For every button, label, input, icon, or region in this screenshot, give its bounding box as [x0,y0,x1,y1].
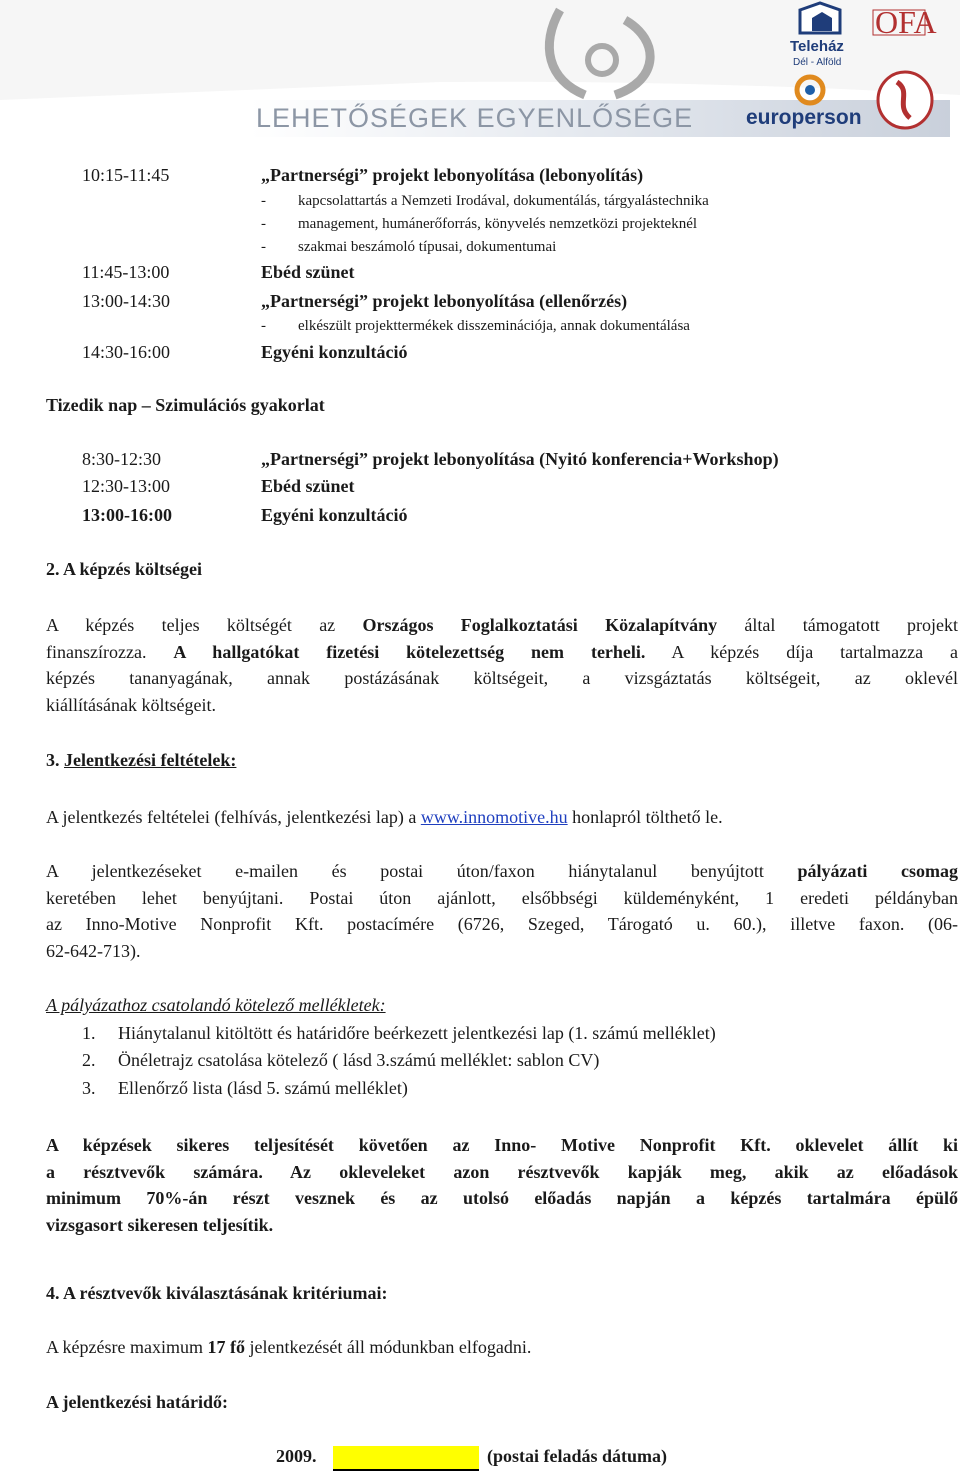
text-line: képzés tananyagának, annak postázásának költségeit, a vizsgáztatás költségeit, az oklevél [46,668,958,688]
section4-heading: 4. A résztvevők kiválasztásának kritériumai: [46,1283,388,1303]
attachment-item: 3. Ellenőrző lista (lásd 5. számú melléklet) [82,1078,408,1098]
deadline-date-field [333,1446,479,1471]
text-line: A képzés teljes költségét az Országos Foglalkoztatási Közalapítvány által támogatott projekt [46,615,958,635]
deadline-heading: A jelentkezési határidő: [46,1392,228,1412]
schedule-time: 12:30-13:00 [82,476,170,496]
schedule-time: 10:15-11:45 [82,165,170,185]
schedule-time: 14:30-16:00 [82,342,170,362]
session-subitem: - management, humánerőforrás, könyvelés nemzetközi projekteknél [261,216,698,232]
header-banner [0,0,960,137]
section3-paragraph-2 [46,858,958,964]
text-line: a résztvevők számára. Az okleveleket azon résztvevők kapják meg, akik az előadások [46,1161,958,1182]
day10-heading: Tizedik nap – Szimulációs gyakorlat [46,395,325,415]
slogan-text: LEHETŐSÉGEK EGYENLŐSÉGE [256,103,694,133]
innomotive-link[interactable]: www.innomotive.hu [420,807,568,827]
schedule-session-title: „Partnerségi” projekt lebonyolítása (ellenőrzés) [261,291,628,311]
schedule-session-title: „Partnerségi” projekt lebonyolítása (Nyitó konferencia+Workshop) [261,449,779,469]
deadline-year: 2009. [276,1446,317,1466]
europerson-logo: europerson [746,106,862,129]
ofa-logo: OFA [875,4,937,40]
schedule-time: 8:30-12:30 [82,449,161,469]
section3-paragraph-1 [46,804,958,831]
text-line: keretében lehet benyújtani. Postai úton ajánlott, elsőbbségi küldeményként, 1 eredeti példányban [46,887,958,908]
schedule-session-title: „Partnerségi” projekt lebonyolítása (lebonyolítás) [261,165,644,185]
session-subitem: - kapcsolattartás a Nemzeti Irodával, dokumentálás, tárgyalástechnika [261,193,709,209]
schedule-session-title: Egyéni konzultáció [261,342,408,362]
section3-heading: 3. Jelentkezési feltételek: [46,750,237,770]
schedule-time: 13:00-14:30 [82,291,170,311]
session-subitem: - szakmai beszámoló típusai, dokumentumai [261,239,557,255]
schedule-session-title: Ebéd szünet [261,476,355,496]
text-line: A képzések sikeres teljesítését követően az Inno- Motive Nonprofit Kft. oklevelet állít ki [46,1135,958,1155]
text-line: kiállításának költségeit. [46,694,216,715]
text-line: az Inno-Motive Nonprofit Kft. postacímére (6726, Szeged, Tárogató u. 60.), illetve faxon. (06- [46,914,958,934]
schedule-time: 13:00-16:00 [82,505,172,525]
attachment-item: 2. Önéletrajz csatolása kötelező ( lásd 3.számú melléklet: sablon CV) [82,1050,600,1070]
schedule-session-title: Ebéd szünet [261,262,355,282]
text-line: A jelentkezéseket e-mailen és postai úton/faxon hiánytalanul benyújtott pályázati csomag [46,861,958,881]
schedule-time: 11:45-13:00 [82,262,170,282]
teleház-logo: Teleház [790,38,844,55]
completion-paragraph [46,1132,958,1238]
text-line: minimum 70%-án részt vesznek és az utolsó előadás napján a képzés tartalmára épülő [46,1188,958,1208]
schedule-session-title: Egyéni konzultáció [261,505,408,525]
teleház-logo-sub: Dél - Alföld [793,57,842,68]
text-line: finanszírozza. A hallgatókat fizetési kötelezettség nem terheli. A képzés díja tartalmazza a [46,641,958,662]
section2-paragraph [46,612,958,718]
deadline-note: (postai feladás dátuma) [487,1446,668,1466]
text-line: vizsgasort sikeresen teljesítik. [46,1214,274,1235]
session-subitem: - elkészült projekttermékek disszeminációja, annak dokumentálása [261,318,690,334]
text-line: 62-642-713). [46,940,141,961]
text-line: A jelentkezés feltételei (felhívás, jelentkezési lap) a www.innomotive.hu honlapról tölthető le. [46,807,723,827]
section2-heading: 2. A képzés költségei [46,559,202,579]
attachments-title: A pályázathoz csatolandó kötelező mellékletek: [46,995,386,1015]
attachment-item: 1. Hiánytalanul kitöltött és határidőre beérkezett jelentkezési lap (1. számú melléklet) [82,1023,716,1043]
section4-paragraph: A képzésre maximum 17 fő jelentkezését áll módunkban elfogadni. [46,1337,532,1357]
